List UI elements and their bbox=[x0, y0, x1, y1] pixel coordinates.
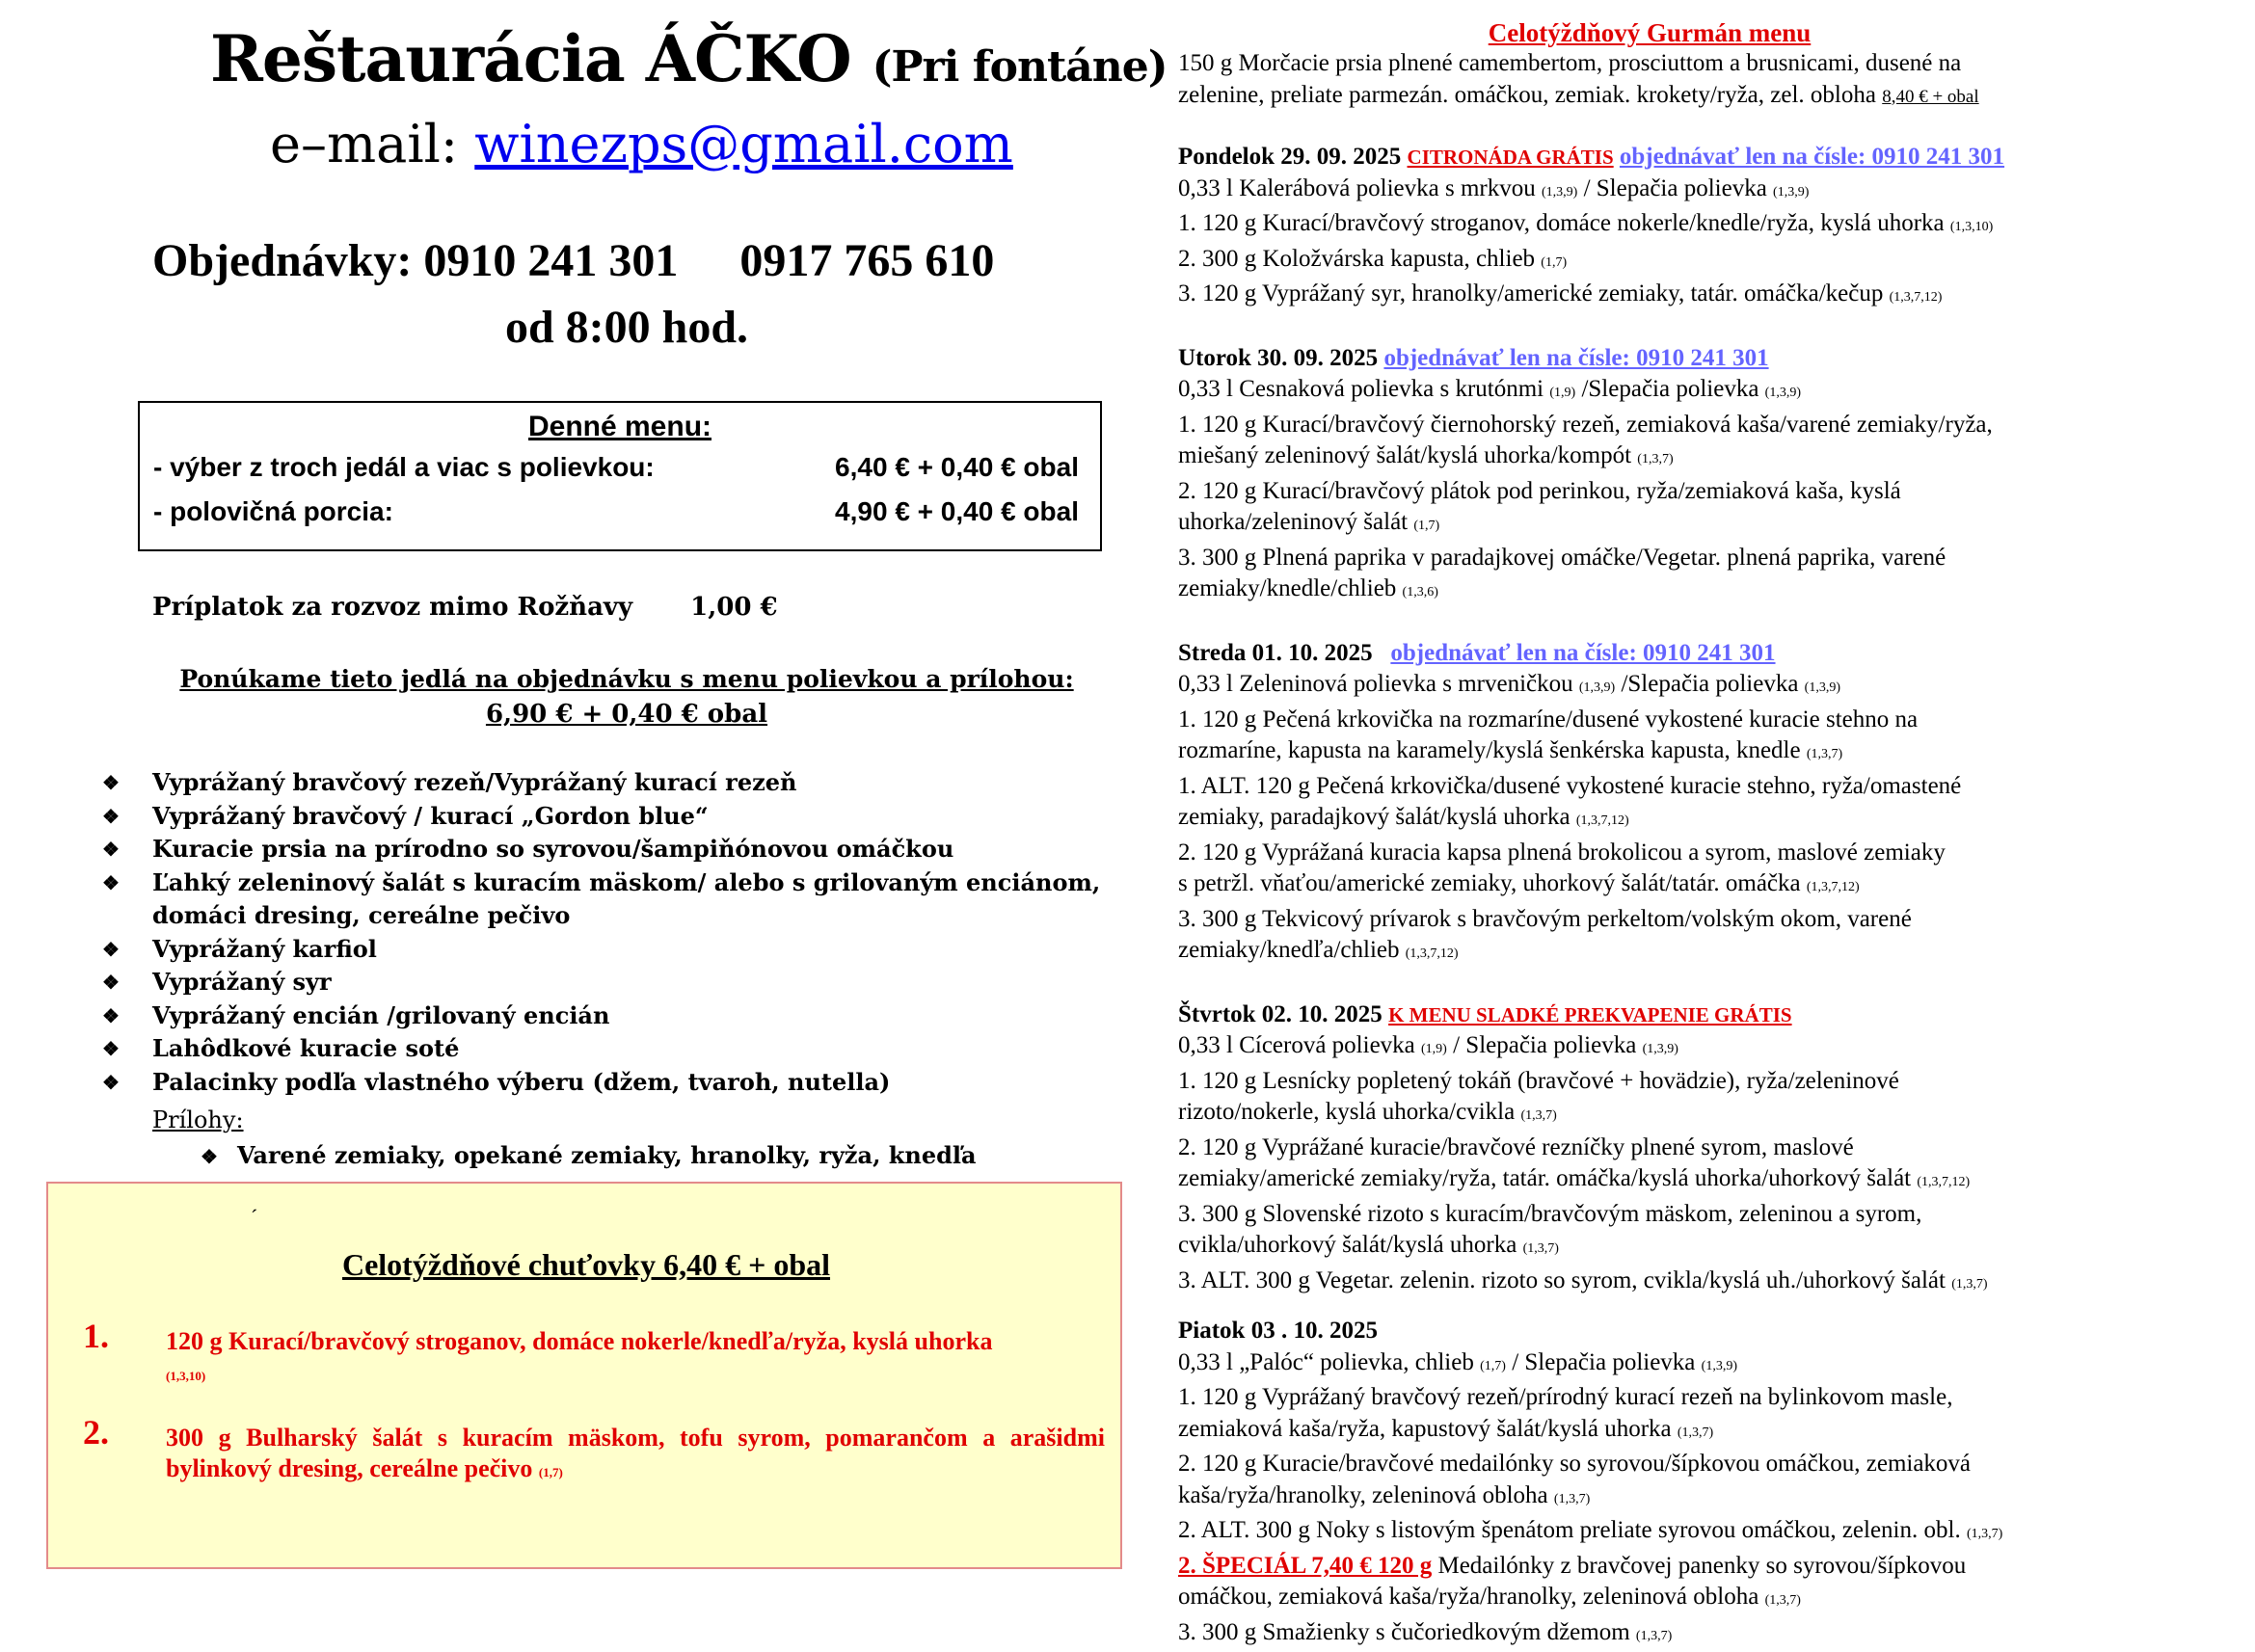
day-lines-tuesday bbox=[1178, 374, 2121, 609]
menu-line-text: 2. ALT. 300 g Noky s listovým špenátom preliate syrovou omáčkou, zelenin. obl. bbox=[1178, 1517, 1967, 1543]
menu-line-text: cvikla/uhorkový šalát/kyslá uhorka bbox=[1178, 1232, 1523, 1258]
menu-line bbox=[1178, 1382, 2121, 1414]
menu-line-text: 2. 120 g Vyprážané kuracie/bravčové rezníčky plnené syrom, maslové bbox=[1178, 1134, 1854, 1160]
list-item: ❖ Vyprážaný karfiol bbox=[102, 933, 1114, 967]
daily-menu-price: 6,40 € + 0,40 € obal bbox=[835, 443, 1079, 492]
menu-line-text: zemiaky/americké zemiaky/ryža, tatár. omáčka/kyslá uhorka/uhorkový šalát bbox=[1178, 1165, 1917, 1191]
menu-line-text: 3. 300 g Tekvicový prívarok s bravčovým perkeltom/volským okom, varené bbox=[1178, 906, 1912, 932]
menu-line bbox=[1178, 868, 2121, 904]
allergens: (1,3,7) bbox=[1951, 1277, 1987, 1292]
menu-line-text: 3. 300 g Slovenské rizoto s kuracím/bravčovým mäskom, zeleninou a syrom, bbox=[1178, 1201, 1921, 1227]
menu-line-text: 1. 120 g Pečená krkovička na rozmaríne/dusené vykostené kuracie stehno na bbox=[1178, 706, 1918, 733]
menu-line-text: 1. 120 g Kurací/bravčový čiernohorský rezeň, zemiaková kaša/varené zemiaky/ryža, bbox=[1178, 412, 1993, 438]
list-item: ❖ Palacinky podľa vlastného výberu (džem, tvaroh, nutella) bbox=[102, 1066, 1114, 1100]
email-label: e–mail: bbox=[270, 114, 458, 174]
allergens: (1,3,7) bbox=[1554, 1492, 1590, 1506]
menu-line-text: kaša/ryža/hranolky, zeleninová obloha bbox=[1178, 1482, 1554, 1508]
daily-menu-title: Denné menu: bbox=[140, 411, 1100, 443]
allergens: (1,3,7,12) bbox=[1406, 946, 1459, 961]
menu-line bbox=[1178, 1449, 2121, 1480]
menu-line bbox=[1178, 1515, 2121, 1551]
orders-line bbox=[152, 234, 994, 287]
sides-label: Prílohy: bbox=[152, 1106, 244, 1133]
daily-menu-row bbox=[140, 443, 1100, 492]
menu-line bbox=[1178, 1480, 2121, 1516]
location-note: (Pri fontáne) bbox=[872, 42, 1168, 92]
right-column bbox=[1178, 17, 2121, 1652]
menu-line bbox=[1178, 1199, 2121, 1231]
list-item: ❖ Ľahký zeleninový šalát s kuracím mäskom/ alebo s grilovaným enciánom, domáci dresing, cereálne pečivo bbox=[102, 866, 1114, 933]
menu-line-text: / Slepačia polievka bbox=[1447, 1032, 1643, 1058]
daily-menu-label: - výber z troch jedál a viac s polievkou: bbox=[153, 452, 655, 482]
allergens: (1,3,9) bbox=[1765, 386, 1801, 400]
sides-item: ❖ Varené zemiaky, opekané zemiaky, hranolky, ryža, knedľa bbox=[201, 1141, 977, 1169]
day-lines-wednesday bbox=[1178, 669, 2121, 971]
menu-line bbox=[1178, 1347, 2121, 1383]
allergens: (1,3,6) bbox=[1403, 585, 1438, 600]
left-column bbox=[0, 0, 1138, 1594]
allergens: (1,3,9) bbox=[1542, 185, 1577, 200]
diamond-bullet-icon: ❖ bbox=[102, 800, 120, 834]
menu-line bbox=[1178, 173, 2121, 209]
menu-line bbox=[1178, 1163, 2121, 1199]
weekly-snacks-title: Celotýždňové chuťovky 6,40 € + obal bbox=[48, 1247, 1124, 1283]
allergens: (1,3,7) bbox=[1637, 452, 1673, 466]
menu-line-text: rizoto/nokerle, kyslá uhorka/cvikla bbox=[1178, 1099, 1520, 1125]
promo-badge: CITRONÁDA GRÁTIS bbox=[1408, 146, 1614, 169]
allergens: (1,9) bbox=[1421, 1042, 1447, 1056]
menu-line bbox=[1178, 543, 2121, 574]
menu-line-text: rozmaríne, kapusta na karamely/kyslá šenkérska kapusta, knedle bbox=[1178, 737, 1807, 763]
list-item: ❖ Vyprážaný syr bbox=[102, 966, 1114, 999]
menu-line-text: zemiaky, paradajkový šalát/kyslá uhorka bbox=[1178, 804, 1576, 830]
diamond-bullet-icon: ❖ bbox=[102, 766, 120, 800]
menu-line bbox=[1178, 208, 2121, 244]
diamond-bullet-icon: ❖ bbox=[102, 866, 120, 900]
menu-line-text: 0,33 l Cícerová polievka bbox=[1178, 1032, 1421, 1058]
menu-line bbox=[1178, 507, 2121, 543]
phone-2: 0917 765 610 bbox=[739, 235, 994, 286]
stray-mark: ´ bbox=[251, 1205, 257, 1230]
allergens: (1,3,9) bbox=[1643, 1042, 1678, 1056]
order-note: objednávať len na čísle: 0910 241 301 bbox=[1390, 640, 1775, 666]
menu-line-text: 2. 300 g Koložvárska kapusta, chlieb bbox=[1178, 246, 1541, 272]
menu-line-text: 3. 300 g Plnená paprika v paradajkovej omáčke/Vegetar. plnená paprika, varené bbox=[1178, 545, 1946, 571]
menu-line bbox=[1178, 1582, 2121, 1617]
menu-line-text: Medailónky z bravčovej panenky so syrovou/šípkovou bbox=[1432, 1553, 1966, 1579]
day-heading-monday: Pondelok 29. 09. 2025 CITRONÁDA GRÁTIS objednávať len na čísle: 0910 241 301 bbox=[1178, 142, 2121, 173]
allergens: (1,7) bbox=[1480, 1359, 1506, 1373]
menu-line-text: 0,33 l Zeleninová polievka s mrveničkou bbox=[1178, 671, 1579, 697]
list-item: ❖ Lahôdkové kuracie soté bbox=[102, 1032, 1114, 1066]
day-heading-thursday: Štvrtok 02. 10. 2025 K MENU SLADKÉ PREKVAPENIE GRÁTIS bbox=[1178, 999, 2121, 1031]
allergens: (1,3,9) bbox=[1579, 680, 1615, 695]
menu-line bbox=[1178, 573, 2121, 609]
menu-line-text: zemiaky/knedľa/chlieb bbox=[1178, 937, 1406, 963]
allergens: (1,7) bbox=[1541, 255, 1567, 270]
day-lines-friday bbox=[1178, 1347, 2121, 1652]
menu-line-text: 3. ALT. 300 g Vegetar. zelenin. rizoto so syrom, cvikla/kyslá uh./uhorkový šalát bbox=[1178, 1267, 1951, 1293]
menu-line-text: 3. 120 g Vyprážaný syr, hranolky/americké zemiaky, tatár. omáčka/kečup bbox=[1178, 280, 1890, 306]
day-heading-wednesday: Streda 01. 10. 2025 objednávať len na čísle: 0910 241 301 bbox=[1178, 638, 2121, 670]
menu-line-text: zemiaková kaša/ryža, kapustový šalát/kyslá uhorka bbox=[1178, 1416, 1678, 1442]
allergens: (1,3,7) bbox=[1523, 1241, 1559, 1256]
menu-line-text: / Slepačia polievka bbox=[1506, 1349, 1702, 1375]
menu-line-text: omáčkou, zemiaková kaša/ryža/hranolky, zeleninová obloha bbox=[1178, 1584, 1765, 1610]
list-item: ❖ Vyprážaný encián /grilovaný encián bbox=[102, 999, 1114, 1033]
menu-line-text: 1. 120 g Vyprážaný bravčový rezeň/prírodný kurací rezeň na bylinkovom masle, bbox=[1178, 1384, 1952, 1410]
email-line bbox=[270, 114, 1013, 174]
diamond-bullet-icon: ❖ bbox=[102, 966, 120, 999]
item-number: 1. bbox=[83, 1320, 109, 1351]
menu-line bbox=[1178, 244, 2121, 280]
weekly-snack-item: 2. 300 g Bulharský šalát s kuracím mäskom, tofu syrom, pomarančom a arašidmi bylinkový dresing, cereálne pečivo (1,7) bbox=[83, 1423, 1105, 1488]
restaurant-title bbox=[210, 21, 1168, 96]
daily-menu-box bbox=[138, 401, 1102, 551]
allergens: (1,3,7) bbox=[1967, 1527, 2002, 1541]
allergens: (1,3,9) bbox=[1773, 185, 1809, 200]
menu-line bbox=[1178, 374, 2121, 410]
order-offer-price: 6,90 € + 0,40 € obal bbox=[0, 700, 1253, 729]
menu-line-text: / Slepačia polievka bbox=[1577, 175, 1773, 201]
daily-menu-label: - polovičná porcia: bbox=[153, 496, 393, 526]
menu-line bbox=[1178, 1414, 2121, 1450]
menu-line-text: 2. 120 g Vyprážaná kuracia kapsa plnená brokolicou a syrom, maslové zemiaky bbox=[1178, 839, 1946, 866]
menu-line bbox=[1178, 904, 2121, 936]
allergens: (1,3,7) bbox=[1520, 1108, 1556, 1123]
menu-line bbox=[1178, 669, 2121, 705]
menu-line bbox=[1178, 1617, 2121, 1652]
allergens: (1,9) bbox=[1549, 386, 1575, 400]
allergens: (1,3,10) bbox=[166, 1369, 205, 1383]
menu-line-text: 1. 120 g Lesnícky popletený tokáň (bravčové + hovädzie), ryža/zeleninové bbox=[1178, 1068, 1899, 1094]
allergens: (1,3,7) bbox=[1765, 1593, 1801, 1608]
orders-label: Objednávky: bbox=[152, 235, 412, 286]
menu-line-text: 0,33 l Cesnaková polievka s krutónmi bbox=[1178, 376, 1549, 402]
menu-line bbox=[1178, 1132, 2121, 1164]
email-link[interactable]: winezps@gmail.com bbox=[474, 114, 1013, 174]
allergens: (1,3,9) bbox=[1702, 1359, 1737, 1373]
menu-line bbox=[1178, 410, 2121, 441]
gourmet-line: zelenine, preliate parmezán. omáčkou, zemiak. krokety/ryža, zel. obloha 8,40 € + obal bbox=[1178, 80, 2121, 114]
menu-line bbox=[1178, 1551, 2121, 1583]
promo-badge: K MENU SLADKÉ PREKVAPENIE GRÁTIS bbox=[1388, 1003, 1792, 1026]
menu-line bbox=[1178, 771, 2121, 803]
menu-line bbox=[1178, 440, 2121, 476]
menu-line-text: uhorka/zeleninový šalát bbox=[1178, 509, 1413, 535]
day-heading-friday: Piatok 03 . 10. 2025 bbox=[1178, 1316, 2121, 1347]
special-label: 2. ŠPECIÁL 7,40 € 120 g bbox=[1178, 1553, 1432, 1579]
diamond-bullet-icon: ❖ bbox=[201, 1145, 218, 1168]
weekly-snack-item: 1. 120 g Kurací/bravčový stroganov, domáce nokerle/knedľa/ryža, kyslá uhorka (1,3,10) bbox=[83, 1326, 1105, 1392]
list-item: ❖ Vyprážaný bravčový rezeň/Vyprážaný kurací rezeň bbox=[102, 766, 1114, 800]
menu-line bbox=[1178, 1230, 2121, 1266]
surcharge-label: Príplatok za rozvoz mimo Rožňavy bbox=[152, 593, 632, 622]
menu-line-text: 0,33 l Kalerábová polievka s mrkvou bbox=[1178, 175, 1542, 201]
menu-line-text: 1. 120 g Kurací/bravčový stroganov, domáce nokerle/knedle/ryža, kyslá uhorka bbox=[1178, 210, 1950, 236]
restaurant-name: Reštaurácia ÁČKO bbox=[210, 21, 851, 96]
gourmet-title: Celotýždňový Gurmán menu bbox=[1178, 17, 2121, 48]
allergens: (1,3,7,12) bbox=[1576, 813, 1629, 828]
menu-line bbox=[1178, 1066, 2121, 1098]
orders-from: od 8:00 hod. bbox=[0, 301, 1253, 354]
allergens: (1,7) bbox=[1413, 519, 1439, 533]
menu-line bbox=[1178, 476, 2121, 508]
order-dish-list bbox=[102, 766, 1114, 1099]
allergens: (1,3,7) bbox=[1807, 747, 1842, 761]
weekly-snacks-box bbox=[46, 1182, 1122, 1569]
allergens: (1,3,7,12) bbox=[1890, 290, 1943, 305]
allergens: (1,3,10) bbox=[1950, 220, 1993, 234]
diamond-bullet-icon: ❖ bbox=[102, 1032, 120, 1066]
menu-line-text: 2. 120 g Kuracie/bravčové medailónky so syrovou/šípkovou omáčkou, zemiaková bbox=[1178, 1451, 1971, 1477]
allergens: (1,3,7,12) bbox=[1917, 1175, 1970, 1189]
menu-line-text: 1. ALT. 120 g Pečená krkovička/dusené vykostené kuracie stehno, ryža/omastené bbox=[1178, 773, 1961, 799]
diamond-bullet-icon: ❖ bbox=[102, 933, 120, 967]
daily-menu-row bbox=[140, 488, 1100, 536]
day-lines-monday bbox=[1178, 173, 2121, 314]
list-item: ❖ Kuracie prsia na prírodno so syrovou/šampiňónovou omáčkou bbox=[102, 833, 1114, 866]
menu-line bbox=[1178, 1030, 2121, 1066]
menu-line bbox=[1178, 935, 2121, 971]
delivery-surcharge bbox=[152, 593, 778, 622]
daily-menu-price: 4,90 € + 0,40 € obal bbox=[835, 488, 1079, 536]
diamond-bullet-icon: ❖ bbox=[102, 833, 120, 866]
allergens: (1,3,7,12) bbox=[1807, 880, 1860, 894]
menu-line bbox=[1178, 1266, 2121, 1301]
diamond-bullet-icon: ❖ bbox=[102, 999, 120, 1033]
allergens: (1,3,7) bbox=[1678, 1426, 1713, 1440]
menu-line-text: miešaný zeleninový šalát/kyslá uhorka/kompót bbox=[1178, 442, 1637, 468]
menu-line bbox=[1178, 838, 2121, 869]
menu-line-text: zemiaky/knedle/chlieb bbox=[1178, 575, 1403, 601]
menu-line bbox=[1178, 802, 2121, 838]
menu-line bbox=[1178, 1097, 2121, 1132]
phone-1: 0910 241 301 bbox=[423, 235, 678, 286]
list-item: ❖ Vyprážaný bravčový / kurací „Gordon blue“ bbox=[102, 800, 1114, 834]
day-heading-tuesday: Utorok 30. 09. 2025 objednávať len na čísle: 0910 241 301 bbox=[1178, 343, 2121, 375]
day-lines-thursday bbox=[1178, 1030, 2121, 1300]
menu-line bbox=[1178, 279, 2121, 314]
gourmet-line: 150 g Morčacie prsia plnené camembertom, prosciuttom a brusnicami, dusené na bbox=[1178, 48, 2121, 80]
order-note: objednávať len na čísle: 0910 241 301 bbox=[1383, 345, 1768, 371]
order-note: objednávať len na čísle: 0910 241 301 bbox=[1620, 144, 2004, 170]
menu-line-text: s petržl. vňaťou/americké zemiaky, uhorkový šalát/tatár. omáčka bbox=[1178, 870, 1807, 896]
menu-line-text: /Slepačia polievka bbox=[1615, 671, 1804, 697]
menu-line-text: /Slepačia polievka bbox=[1575, 376, 1764, 402]
diamond-bullet-icon: ❖ bbox=[102, 1066, 120, 1100]
allergens: (1,3,9) bbox=[1805, 680, 1840, 695]
menu-line bbox=[1178, 705, 2121, 736]
menu-line-text: 3. 300 g Smažienky s čučoriedkovým džemom bbox=[1178, 1619, 1636, 1645]
surcharge-amount: 1,00 € bbox=[690, 593, 777, 622]
menu-line-text: 0,33 l „Palóc“ polievka, chlieb bbox=[1178, 1349, 1480, 1375]
allergens: (1,3,7) bbox=[1636, 1629, 1672, 1643]
order-offer-text: Ponúkame tieto jedlá na objednávku s menu polievkou a prílohou: bbox=[0, 665, 1253, 693]
menu-line-text: 2. 120 g Kurací/bravčový plátok pod perinkou, ryža/zemiaková kaša, kyslá bbox=[1178, 478, 1901, 504]
allergens: (1,7) bbox=[539, 1465, 563, 1479]
item-number: 2. bbox=[83, 1417, 109, 1448]
menu-line bbox=[1178, 735, 2121, 771]
